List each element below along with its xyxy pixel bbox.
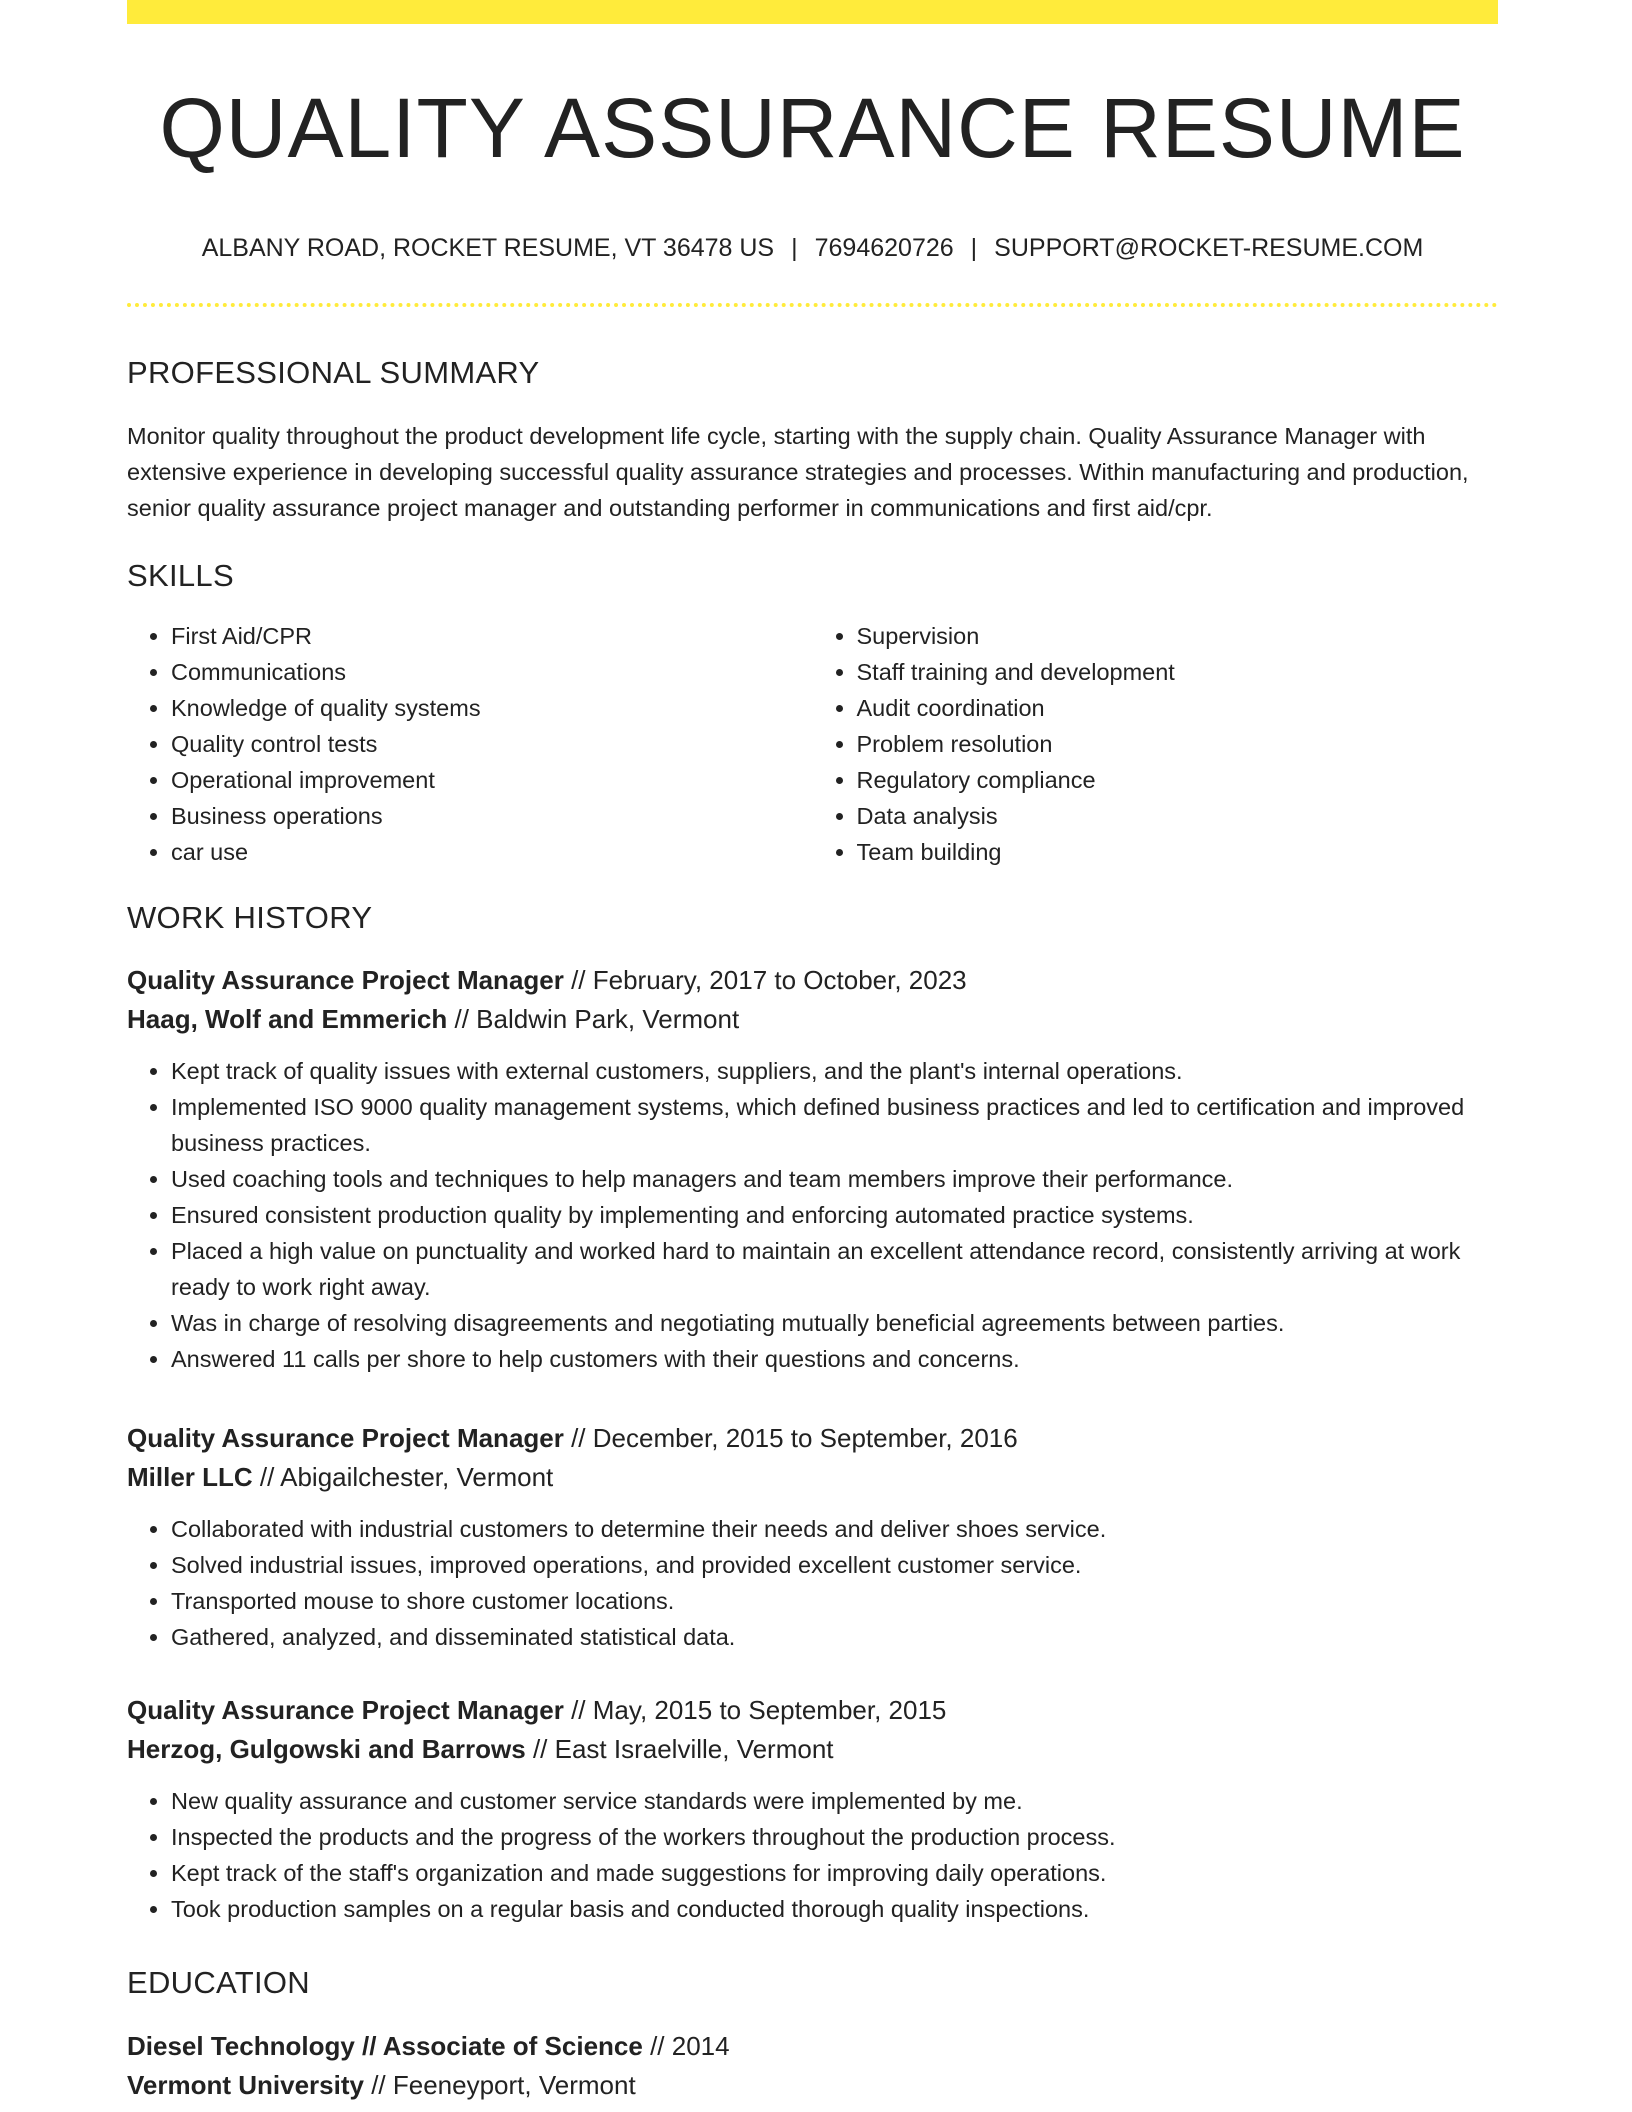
job-bullet: • Transported mouse to shore customer locations.: [171, 1583, 1498, 1619]
job-bullet: • Implemented ISO 9000 quality management systems, which defined business practices and led to certification and improved business practices.: [171, 1089, 1498, 1161]
job-company-line: [127, 1000, 1498, 1039]
job-bullet: • Gathered, analyzed, and disseminated statistical data.: [171, 1619, 1498, 1655]
resume-title: QUALITY ASSURANCE RESUME: [159, 81, 1466, 175]
job-bullet: • Solved industrial issues, improved operations, and provided excellent customer service.: [171, 1547, 1498, 1583]
job-company-line: [127, 1458, 1498, 1497]
job-bullets: [127, 1053, 1498, 1377]
work-history-heading: WORK HISTORY: [127, 900, 373, 935]
education-year: // 2014: [642, 2031, 730, 2061]
skill-item: • Communications: [171, 654, 813, 690]
job-company: Haag, Wolf and Emmerich: [127, 1004, 448, 1034]
job-dates: // December, 2015 to September, 2016: [563, 1423, 1018, 1453]
job-bullet: • Took production samples on a regular basis and conducted thorough quality inspections.: [171, 1891, 1498, 1927]
skills-list-right: [813, 618, 1499, 870]
contact-line: [127, 234, 1498, 263]
contact-separator: |: [970, 234, 978, 262]
skill-item: • Quality control tests: [171, 726, 813, 762]
job-bullet: • Ensured consistent production quality by implementing and enforcing automated practice systems.: [171, 1197, 1498, 1233]
skill-item: • Audit coordination: [857, 690, 1499, 726]
skill-item: • Data analysis: [857, 798, 1499, 834]
job-company: Herzog, Gulgowski and Barrows: [127, 1734, 526, 1764]
education-degree: Diesel Technology // Associate of Science: [127, 2031, 643, 2061]
job-location: // Abigailchester, Vermont: [252, 1462, 554, 1492]
education-school: Vermont University: [127, 2070, 364, 2100]
job-title-line: [127, 961, 1498, 1000]
skill-item: • Knowledge of quality systems: [171, 690, 813, 726]
skill-item: • Team building: [857, 834, 1499, 870]
job-bullet: • Collaborated with industrial customers to determine their needs and deliver shoes service.: [171, 1511, 1498, 1547]
contact-separator: |: [791, 234, 798, 262]
education-degree-line: [127, 2027, 1498, 2066]
job-bullets: [127, 1511, 1498, 1655]
skill-item: • Staff training and development: [857, 654, 1499, 690]
job-location: // Baldwin Park, Vermont: [447, 1004, 740, 1034]
job-bullet: • Placed a high value on punctuality and worked hard to maintain an excellent attendance record, consistently arriving at work ready to work right away.: [171, 1233, 1498, 1305]
skill-item: • Regulatory compliance: [857, 762, 1499, 798]
job-company: Miller LLC: [127, 1462, 253, 1492]
summary-heading: PROFESSIONAL SUMMARY: [127, 355, 540, 390]
skill-item: • First Aid/CPR: [171, 618, 813, 654]
skill-item: • car use: [171, 834, 813, 870]
skills-grid: [127, 618, 1498, 870]
education-entry: [127, 2027, 1498, 2105]
contact-phone: 7694620726: [814, 234, 954, 262]
education-location: // Feeneyport, Vermont: [363, 2070, 636, 2100]
summary-text: Monitor quality throughout the product development life cycle, starting with the supply chain. Quality Assurance Manager with extensive experience in developing successful quality assurance strategies and processes. Within manufacturing and production, senior quality assurance project manager and outstanding performer in communications and first aid/cpr.: [127, 423, 1469, 521]
job-entry: [127, 1419, 1498, 1655]
job-title-line: [127, 1419, 1498, 1458]
job-bullet: • Kept track of the staff's organization and made suggestions for improving daily operations.: [171, 1855, 1498, 1891]
job-bullets: [127, 1783, 1498, 1927]
education-heading: EDUCATION: [127, 1965, 310, 2000]
job-title-line: [127, 1691, 1498, 1730]
resume-page: [127, 0, 1498, 2105]
job-bullet: • New quality assurance and customer service standards were implemented by me.: [171, 1783, 1498, 1819]
contact-address: ALBANY ROAD, ROCKET RESUME, VT 36478 US: [201, 234, 775, 262]
contact-email: SUPPORT@ROCKET-RESUME.COM: [994, 234, 1424, 262]
skills-heading: SKILLS: [127, 558, 234, 593]
skill-item: • Supervision: [857, 618, 1499, 654]
job-location: // East Israelville, Vermont: [525, 1734, 834, 1764]
job-title: Quality Assurance Project Manager: [127, 1423, 564, 1453]
job-title: Quality Assurance Project Manager: [127, 1695, 564, 1725]
job-entry: [127, 1691, 1498, 1927]
job-company-line: [127, 1730, 1498, 1769]
skill-item: • Problem resolution: [857, 726, 1499, 762]
job-bullet: • Answered 11 calls per shore to help customers with their questions and concerns.: [171, 1341, 1498, 1377]
skill-item: • Business operations: [171, 798, 813, 834]
job-dates: // February, 2017 to October, 2023: [563, 965, 967, 995]
job-bullet: • Used coaching tools and techniques to help managers and team members improve their performance.: [171, 1161, 1498, 1197]
job-dates: // May, 2015 to September, 2015: [563, 1695, 947, 1725]
skill-item: • Operational improvement: [171, 762, 813, 798]
job-bullet: • Inspected the products and the progress of the workers throughout the production process.: [171, 1819, 1498, 1855]
education-school-line: [127, 2066, 1498, 2105]
skills-list-left: [127, 618, 813, 870]
accent-top-bar: [127, 0, 1498, 24]
job-bullet: • Kept track of quality issues with external customers, suppliers, and the plant's internal operations.: [171, 1053, 1498, 1089]
job-bullet: • Was in charge of resolving disagreements and negotiating mutually beneficial agreements between parties.: [171, 1305, 1498, 1341]
job-title: Quality Assurance Project Manager: [127, 965, 564, 995]
job-entry: [127, 961, 1498, 1377]
dotted-divider: [127, 303, 1498, 307]
